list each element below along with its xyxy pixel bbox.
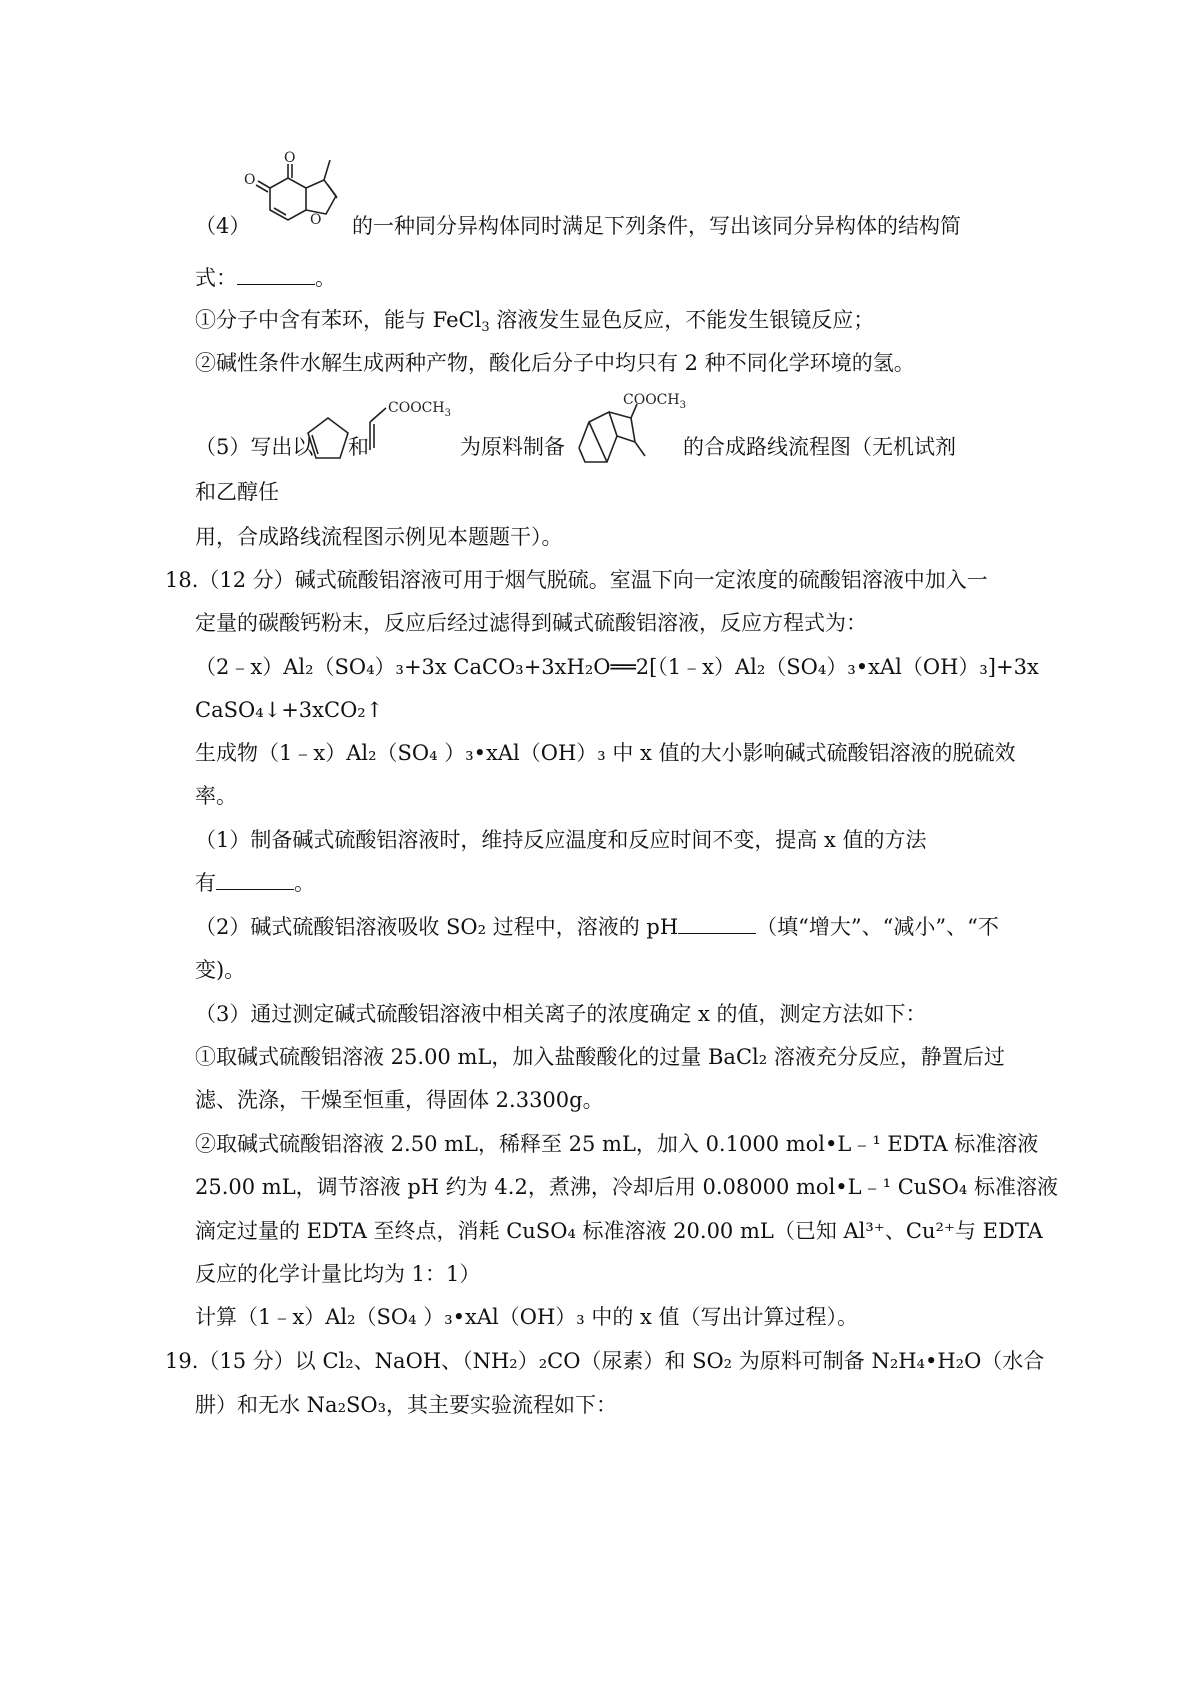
q18-step2-a: ②取碱式硫酸铝溶液 2.50 mL，稀释至 25 mL，加入 0.1000 mol•L﹣¹ EDTA 标准溶液 (195, 1132, 1039, 1156)
q18-calc: 计算（1﹣x）Al₂（SO₄ ）₃•xAl（OH）₃ 中的 x 值（写出计算过程）。 (195, 1305, 859, 1329)
q18-part2-text (195, 912, 999, 942)
q18-product-text: 生成物（1﹣x）Al₂（SO₄ ）₃•xAl（OH）₃ 中 x 值的大小影响碱式硫酸铝溶液的脱硫效 (195, 741, 1016, 765)
q18-step2-b: 25.00 mL，调节溶液 pH 约为 4.2，煮沸，冷却后用 0.08000 mol•L﹣¹ CuSO₄ 标准溶液 (195, 1175, 1059, 1199)
q17-part5-cont2: 用，合成路线流程图示例见本题题干）。 (195, 525, 563, 549)
ester-label-1: $COOCH_3$ (388, 400, 451, 419)
q19-heading: 19.（15 分）以 Cl₂、NaOH、（NH₂）₂CO（尿素）和 SO₂ 为原料可制备 N₂H₄•H₂O（水合 (165, 1349, 1045, 1373)
q18-part1-cont-prefix: 有 (195, 871, 216, 895)
norbornene-ester-structure (565, 390, 685, 480)
q18-part2-prefix: （2）碱式硫酸铝溶液吸收 SO₂ 过程中，溶液的 pH (195, 915, 679, 939)
q17-part5-raw: 为原料制备 (460, 435, 565, 459)
q18-step2-d: 反应的化学计量比均为 1：1） (195, 1262, 481, 1286)
furanone-structure (240, 148, 350, 248)
q17-condition-1-text-b: 溶液发生显色反应，不能发生银镜反应； (489, 308, 875, 332)
q18-heading: 18.（12 分）碱式硫酸铝溶液可用于烟气脱硫。室温下向一定浓度的硫酸铝溶液中加入一 (165, 568, 988, 592)
q17-part4-cont-suffix: 。 (315, 266, 336, 290)
q17-condition-1-text-a: ①分子中含有苯环，能与 FeCl (195, 308, 482, 332)
q18-line2: 定量的碳酸钙粉末，反应后经过滤得到碱式硫酸铝溶液，反应方程式为： (195, 611, 867, 635)
answer-blank[interactable] (216, 871, 294, 890)
oxygen-label-left: O (244, 172, 256, 188)
q18-equation-1: （2﹣x）Al₂（SO₄）₃+3x CaCO₃+3xH₂O══2[（1﹣x）Al₂（SO₄）₃•xAl（OH）₃]+3x (195, 655, 1039, 679)
q18-equation-2: CaSO₄↓+3xCO₂↑ (195, 698, 384, 722)
q17-condition-1 (195, 305, 874, 343)
q17-part5-cont1: 和乙醇任 (195, 480, 279, 504)
q17-condition-2: ②碱性条件水解生成两种产物，酸化后分子中均只有 2 种不同化学环境的氢。 (195, 351, 915, 375)
q17-part5-label: （5）写出以 (195, 435, 314, 459)
oxygen-label-top: O (284, 150, 296, 166)
q18-step1-a: ①取碱式硫酸铝溶液 25.00 mL，加入盐酸酸化的过量 BaCl₂ 溶液充分反应，静置后过 (195, 1045, 1005, 1069)
q18-part1-cont (195, 868, 315, 898)
q17-part4-text: 的一种同分异构体同时满足下列条件，写出该同分异构体的结构简 (352, 214, 961, 238)
q18-step1-b: 滤、洗涤，干燥至恒重，得固体 2.3300g。 (195, 1088, 604, 1112)
q18-part3-text: （3）通过测定碱式硫酸铝溶液中相关离子的浓度确定 x 的值，测定方法如下： (195, 1002, 927, 1026)
q18-part2-suffix: （填“增大”、“减小”、“不 (756, 915, 999, 939)
q18-part2-cont: 变)。 (195, 958, 246, 982)
q18-step2-c: 滴定过量的 EDTA 至终点，消耗 CuSO₄ 标准溶液 20.00 mL（已知 Al³⁺、Cu²⁺与 EDTA (195, 1219, 1043, 1243)
q19-line2: 肼）和无水 Na₂SO₃，其主要实验流程如下： (195, 1393, 618, 1417)
q17-part4-cont (195, 263, 336, 293)
q18-product-text-2: 率。 (195, 784, 237, 808)
q17-condition-1-sub: 3 (481, 320, 490, 335)
q18-part1-text: （1）制备碱式硫酸铝溶液时，维持反应温度和反应时间不变，提高 x 值的方法 (195, 828, 927, 852)
oxygen-label-ring: O (310, 212, 322, 228)
q17-part4-cont-prefix: 式： (195, 266, 237, 290)
q17-part5-and: 和 (348, 435, 369, 459)
q18-part1-cont-suffix: 。 (294, 871, 315, 895)
q17-part4-label: （4） (195, 214, 251, 238)
answer-blank[interactable] (678, 915, 756, 934)
ester-label-2: $COOCH_3$ (623, 392, 686, 411)
answer-blank[interactable] (237, 266, 315, 285)
methyl-crotonate-structure (360, 390, 460, 460)
q17-part5-tail: 的合成路线流程图（无机试剂 (683, 435, 956, 459)
